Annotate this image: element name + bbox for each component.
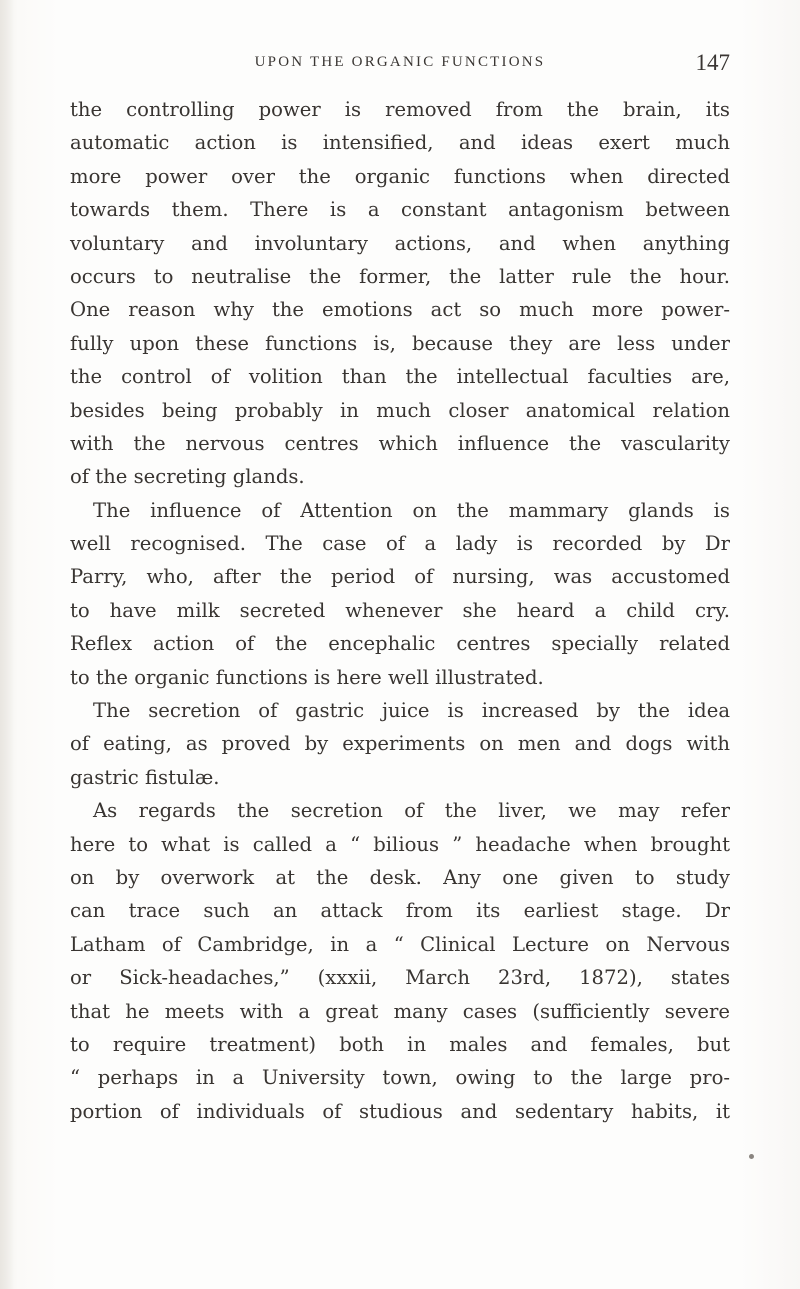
text-line: to require treatment) both in males and females, but xyxy=(70,1032,730,1056)
text-line: “ perhaps in a University town, owing to the large pro- xyxy=(70,1066,730,1090)
text-line: One reason why the emotions act so much more power- xyxy=(70,298,730,322)
text-line: the control of volition than the intellectual faculties are, xyxy=(70,365,730,389)
running-title: UPON THE ORGANIC FUNCTIONS xyxy=(254,54,546,70)
running-head xyxy=(70,52,730,84)
paragraph-first-line: As regards the secretion of the liver, we may refer xyxy=(93,799,730,823)
paragraph-first-line: The secretion of gastric juice is increased by the idea xyxy=(93,699,730,723)
text-line: occurs to neutralise the former, the latter rule the hour. xyxy=(70,264,730,288)
text-line: Reflex action of the encephalic centres specially related xyxy=(70,632,730,656)
text-line: Parry, who, after the period of nursing, was accustomed xyxy=(70,565,730,589)
paragraph-end-line: of the secreting glands. xyxy=(70,465,305,489)
text-line: with the nervous centres which influence the vascularity xyxy=(70,431,730,455)
margin-ink-speck xyxy=(749,1154,754,1159)
text-line: can trace such an attack from its earliest stage. Dr xyxy=(70,899,730,923)
paragraph-first-line: The influence of Attention on the mammary glands is xyxy=(93,498,730,522)
text-line: automatic action is intensified, and ideas exert much xyxy=(70,131,730,155)
text-line: towards them. There is a constant antagonism between xyxy=(70,198,730,222)
text-line: fully upon these functions is, because they are less under xyxy=(70,331,730,355)
text-line: more power over the organic functions when directed xyxy=(70,164,730,188)
paragraph-end-line: gastric fistulæ. xyxy=(70,765,220,789)
body-text xyxy=(70,93,730,1128)
text-line: besides being probably in much closer anatomical relation xyxy=(70,398,730,422)
text-line: well recognised. The case of a lady is recorded by Dr xyxy=(70,532,730,556)
text-line: portion of individuals of studious and sedentary habits, it xyxy=(70,1099,730,1123)
page-gutter-shadow xyxy=(0,0,14,1289)
text-line: here to what is called a “ bilious ” headache when brought xyxy=(70,832,730,856)
text-line: Latham of Cambridge, in a “ Clinical Lecture on Nervous xyxy=(70,932,730,956)
text-line: that he meets with a great many cases (sufficiently severe xyxy=(70,999,730,1023)
text-line: the controlling power is removed from the brain, its xyxy=(70,98,730,121)
paragraph-end-line: to the organic functions is here well illustrated. xyxy=(70,665,544,689)
text-line: to have milk secreted whenever she heard a child cry. xyxy=(70,598,730,622)
text-line: of eating, as proved by experiments on men and dogs with xyxy=(70,732,730,756)
text-line: voluntary and involuntary actions, and when anything xyxy=(70,231,730,255)
page-number: 147 xyxy=(695,50,730,75)
text-line: or Sick-headaches,” (xxxii, March 23rd, 1872), states xyxy=(70,966,730,990)
text-line: on by overwork at the desk. Any one given to study xyxy=(70,865,730,889)
